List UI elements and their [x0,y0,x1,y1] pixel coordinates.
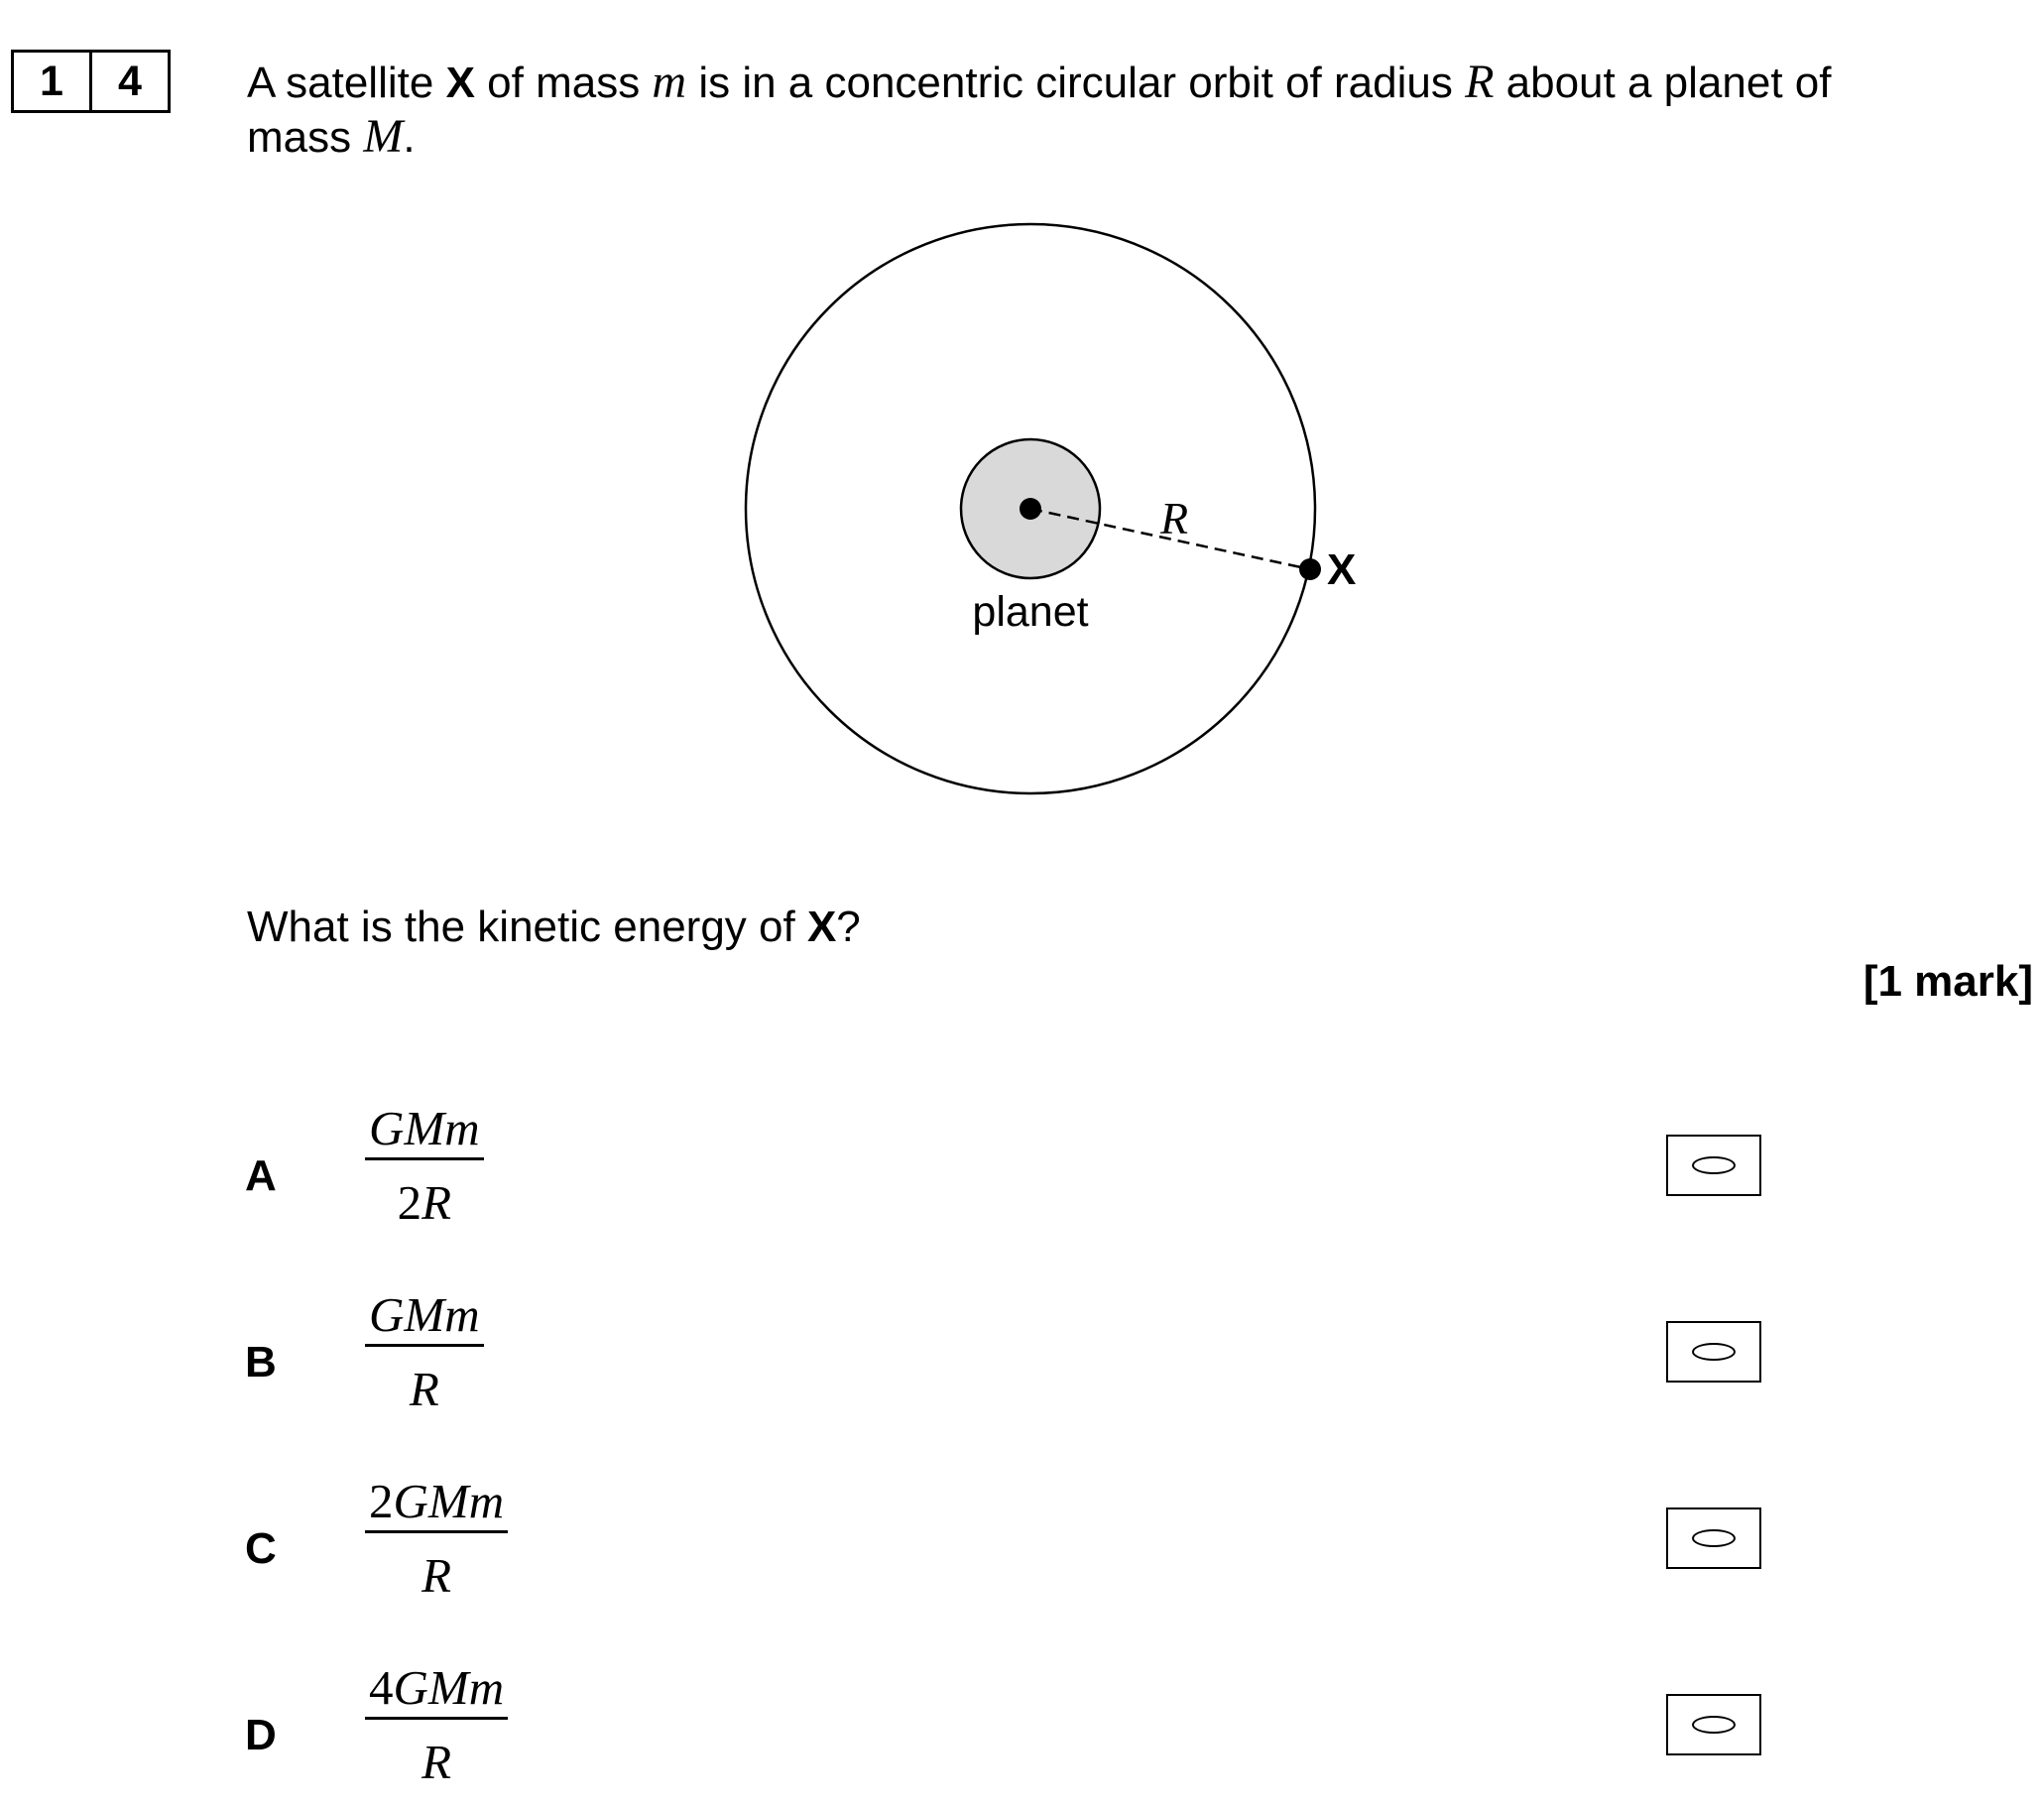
option-b [0,1286,2044,1435]
fraction-numerator [365,1473,508,1530]
planet-center-dot [1020,498,1041,520]
fraction-numerator [365,1100,484,1157]
option-letter: B [245,1338,277,1386]
denominator-variables: R [421,1548,452,1603]
fraction-denominator [421,1533,451,1605]
orbit-diagram [734,213,1369,808]
satellite-dot [1299,558,1321,580]
answer-oval [1692,1156,1736,1174]
radius-label: R [1160,493,1189,543]
fraction-denominator [421,1720,451,1791]
denominator-coefficient: 2 [397,1175,422,1230]
prompt-target: X [806,903,837,951]
question-stem [247,56,1953,165]
answer-box-a[interactable] [1666,1135,1761,1196]
stem-text: mass [247,113,364,162]
marks-label: [1 mark] [1863,957,2033,1006]
answer-box-c[interactable] [1666,1507,1761,1569]
numerator-coefficient: 4 [369,1660,394,1715]
satellite-name: X [445,59,475,107]
option-letter: A [245,1151,277,1200]
satellite-label: X [1327,545,1357,594]
answer-oval [1692,1529,1736,1547]
denominator-variables: R [421,1175,452,1230]
fraction-denominator [410,1347,439,1418]
answer-oval [1692,1343,1736,1361]
fraction-numerator [365,1659,508,1717]
denominator-variables: R [409,1362,439,1416]
numerator-variables: GMm [393,1474,505,1528]
question-number-digit: 4 [89,50,171,113]
answer-box-d[interactable] [1666,1694,1761,1755]
numerator-variables: GMm [393,1660,505,1715]
question-number-digit: 1 [11,50,92,113]
option-fraction [365,1659,508,1791]
stem-line-2 [247,110,1953,165]
option-a [0,1100,2044,1249]
option-fraction [365,1100,484,1232]
answer-oval [1692,1716,1736,1734]
stem-text: A satellite [247,59,446,107]
option-d [0,1659,2044,1808]
radius-variable: R [1465,56,1495,108]
question-prompt [247,901,861,954]
answer-box-b[interactable] [1666,1321,1761,1383]
option-letter: C [245,1524,277,1573]
planet-mass-variable: M [363,110,404,163]
stem-text: of mass [474,59,653,107]
stem-text: is in a concentric circular orbit of radius [686,59,1466,107]
question-number [11,50,171,113]
fraction-denominator [398,1160,451,1232]
option-letter: D [245,1711,277,1759]
option-c [0,1473,2044,1622]
fraction-numerator [365,1286,484,1344]
stem-line-1 [247,56,1953,110]
mass-variable: m [652,56,687,108]
numerator-coefficient: 2 [369,1474,394,1528]
numerator-variables: GMm [369,1287,480,1342]
numerator-variables: GMm [369,1101,480,1155]
prompt-end: ? [836,903,861,951]
stem-text: about a planet of [1494,59,1832,107]
prompt-text: What is the kinetic energy of [247,903,807,951]
stem-text: . [403,113,416,162]
denominator-variables: R [421,1735,452,1789]
planet-label: planet [972,588,1089,636]
option-fraction [365,1286,484,1418]
option-fraction [365,1473,508,1605]
